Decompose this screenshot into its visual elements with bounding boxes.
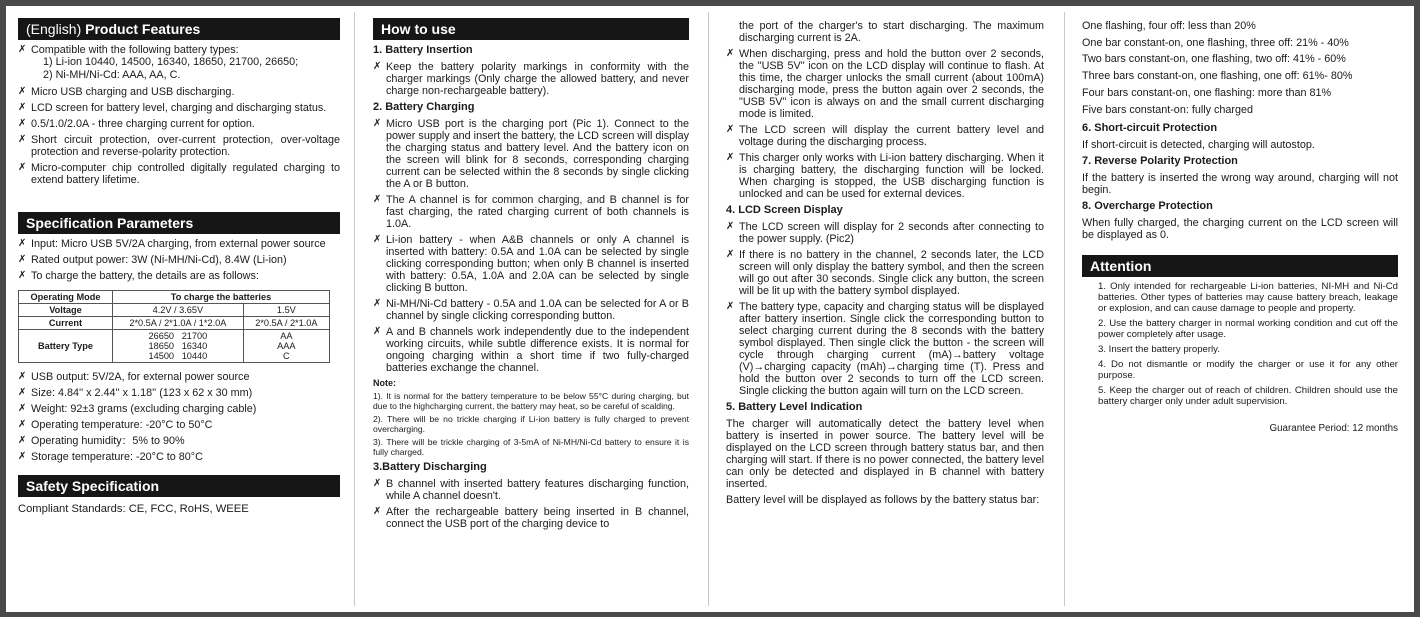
bullet-mark-icon: ✗: [18, 254, 27, 265]
section-title: 3.Battery Discharging: [373, 461, 487, 473]
instruction-item: ✗ B channel with inserted battery features discharging function, while A channel doesn't.: [373, 478, 689, 502]
column-2: [373, 18, 689, 606]
column-divider: [708, 12, 709, 606]
bullet-mark-icon: ✗: [18, 238, 27, 249]
bullet-mark-icon: ✗: [18, 371, 27, 382]
bullet-mark-icon: ✗: [726, 152, 735, 163]
bullet-mark-icon: ✗: [726, 249, 735, 260]
bullet-mark-icon: ✗: [726, 221, 735, 232]
spec-item: ✗ Size: 4.84'' x 2.44'' x 1.18'' (123 x 62 x 30 mm): [18, 387, 253, 399]
bullet-mark-icon: ✗: [18, 419, 27, 430]
bullet-mark-icon: ✗: [18, 118, 27, 129]
section-title: 5. Battery Level Indication: [726, 401, 863, 413]
table-cell: 2*0.5A / 2*1.0A / 1*2.0A: [113, 317, 244, 330]
bullet-mark-icon: ✗: [373, 194, 382, 205]
paragraph: If short-circuit is detected, charging will autostop.: [1082, 139, 1315, 152]
bullet-mark-icon: ✗: [18, 162, 27, 173]
charging-spec-table: [18, 290, 330, 363]
feature-item: ✗ Short circuit protection, over-current protection, over-voltage protection and reverse-polarity protection.: [18, 134, 340, 158]
spec-item: ✗ Operating humidity：5% to 90%: [18, 435, 185, 447]
feature-item: ✗ Micro-computer chip controlled digitally regulated charging to extend battery lifetime.: [18, 162, 340, 186]
battery-level-list: [1082, 18, 1398, 118]
instruction-item: ✗ Li-ion battery - when A&B channels or only A channel is inserted with battery: 0.5A and 1.0A can be selected by single clicking corresponding button; when only B channel is inserted with battery: 0.5A, 1.0A and 2.0A can be selected by single clicking B button.: [373, 234, 689, 294]
note-item: 1). It is normal for the battery temperature to be below 55°C during charging, but due to the highcharging current, the battery may heat, so be careful of scalding.: [373, 391, 689, 411]
spec-item: ✗ Rated output power: 3W (Ni-MH/Ni-Cd), 8.4W (Li-ion): [18, 254, 287, 266]
spec-item: ✗ Weight: 92±3 grams (excluding charging cable): [18, 403, 257, 415]
bullet-mark-icon: ✗: [18, 86, 27, 97]
bullet-mark-icon: ✗: [726, 124, 735, 135]
bullet-mark-icon: ✗: [18, 403, 27, 414]
list-item: Five bars constant-on: fully charged: [1082, 103, 1254, 116]
safety-text: Compliant Standards: CE, FCC, RoHS, WEEE: [18, 503, 249, 515]
section-title: 4. LCD Screen Display: [726, 204, 843, 216]
bullet-mark-icon: ✗: [18, 102, 27, 113]
column-divider: [354, 12, 355, 606]
spec-item: ✗ To charge the battery, the details are as follows:: [18, 270, 259, 282]
spec-item: ✗ Input: Micro USB 5V/2A charging, from external power source: [18, 238, 326, 250]
column-4: [1082, 18, 1398, 606]
attention-item: 1. Only intended for rechargeable Li-ion batteries, NI-MH and Ni-Cd batteries. Other types of batteries may cause battery breach, leakage or explosion, and can cause damage to people and property.: [1098, 281, 1398, 315]
guarantee-period: Guarantee Period: 12 months: [1269, 423, 1398, 435]
list-item: Two bars constant-on, one flashing, two off: 41% - 60%: [1082, 53, 1346, 66]
instruction-item: ✗ The A channel is for common charging, and B channel is for fast charging, the rated charging current of both channels is 1.0A.: [373, 194, 689, 230]
product-features-heading: (English) Product Features: [18, 18, 340, 40]
feature-item: ✗ 0.5/1.0/2.0A - three charging current for option.: [18, 118, 255, 130]
spec-item: ✗ Operating temperature: -20°C to 50°C: [18, 419, 213, 431]
how-to-use-heading: How to use: [373, 18, 689, 40]
column-3: [726, 20, 1044, 606]
note-item: 2). There will be no trickle charging if Li-ion battery is fully charged to prevent overcharging.: [373, 414, 689, 434]
bullet-mark-icon: ✗: [373, 506, 382, 517]
column-divider: [1064, 12, 1065, 606]
instruction-item: ✗ This charger only works with Li-ion battery discharging. When it is charging battery, the discharging function will be locked. When charging is stopped, the USB discharging function is unlocked and can be used for external devices.: [726, 152, 1044, 200]
instruction-item: ✗ When discharging, press and hold the button over 2 seconds, the "USB 5V" icon on the LCD display will continue to flash. At this time, the charger unlocks the small current (about 100mA) discharging mode, press the button again over 2 seconds, the "USB 5V" icon is always on and the small current discharging mode is limited.: [726, 48, 1044, 120]
attention-item: 3. Insert the battery properly.: [1098, 344, 1220, 356]
bullet-mark-icon: ✗: [373, 478, 382, 489]
attention-item: 2. Use the battery charger in normal working condition and cut off the power completely after usage.: [1098, 318, 1398, 341]
section-title: 8. Overcharge Protection: [1082, 200, 1213, 213]
specification-heading: Specification Parameters: [18, 212, 340, 234]
bullet-mark-icon: ✗: [18, 451, 27, 462]
bullet-mark-icon: ✗: [373, 298, 382, 309]
bullet-mark-icon: ✗: [726, 301, 735, 312]
instruction-item: ✗ The battery type, capacity and charging status will be displayed after battery insertion. Single click the corresponding button to select charging current during the 8 seconds with the battery symbol displayed. Then single click the button - the screen will cycle through charging current (mA)→battery voltage (V)→charging capacity (mAh)→charging time (T). Press and hold the button over 2 seconds to turn off the LCD screen. Single clicking the button again will turn on the LCD screen.: [726, 301, 1044, 397]
instruction-item: ✗ The LCD screen will display the current battery level and voltage during the discharging process.: [726, 124, 1044, 148]
row-label: Battery Type: [19, 330, 113, 363]
bullet-mark-icon: ✗: [373, 326, 382, 337]
paragraph: Battery level will be displayed as follows by the battery status bar:: [726, 494, 1040, 506]
section-title: 7. Reverse Polarity Protection: [1082, 155, 1238, 168]
table-cell: 1.5V: [243, 304, 329, 317]
bullet-mark-icon: ✗: [18, 435, 27, 446]
column-1: [18, 18, 340, 606]
row-label: Voltage: [19, 304, 113, 317]
attention-item: 5. Keep the charger out of reach of children. Children should use the battery charger only under adult supervision.: [1098, 385, 1398, 408]
table-cell: 2*0.5A / 2*1.0A: [243, 317, 329, 330]
section-title: 2. Battery Charging: [373, 101, 475, 113]
note-title: Note:: [373, 378, 396, 388]
list-item: One flashing, four off: less than 20%: [1082, 20, 1256, 32]
bullet-mark-icon: ✗: [18, 270, 27, 281]
table-cell: AA AAA C: [243, 330, 329, 363]
attention-item: 4. Do not dismantle or modify the charger or use it for any other purpose.: [1098, 359, 1398, 382]
paragraph: If the battery is inserted the wrong way around, charging will not begin.: [1082, 172, 1398, 197]
table-cell: 26650 21700 18650 16340 14500 10440: [113, 330, 244, 363]
compat-line: 2) Ni-MH/Ni-Cd: AAA, AA, C.: [43, 69, 181, 81]
list-item: Three bars constant-on, one flashing, one off: 61%- 80%: [1082, 70, 1353, 83]
list-item: Four bars constant-on, one flashing: more than 81%: [1082, 86, 1332, 99]
compat-line: 1) Li-ion 10440, 14500, 16340, 18650, 21700, 26650;: [43, 56, 299, 68]
bullet-mark-icon: ✗: [18, 44, 27, 55]
section-title: 1. Battery Insertion: [373, 44, 473, 56]
table-header: Operating Mode: [19, 291, 113, 304]
instruction-item: ✗ Ni-MH/Ni-Cd battery - 0.5A and 1.0A can be selected for A or B channel by single clicking corresponding button.: [373, 298, 689, 322]
instruction-item: ✗ After the rechargeable battery being inserted in B channel, connect the USB port of the charging device to: [373, 506, 689, 530]
continued-text: the port of the charger's to start discharging. The maximum discharging current is 2A.: [739, 20, 1044, 44]
instruction-item: ✗ The LCD screen will display for 2 seconds after connecting to the power supply. (Pic2): [726, 221, 1044, 245]
spec-item: ✗ Storage temperature: -20°C to 80°C: [18, 451, 203, 463]
feature-item: ✗ Compatible with the following battery types:: [18, 44, 239, 56]
paragraph: The charger will automatically detect the battery level when battery is inserted in power source. The battery level will be displayed on the LCD screen through battery status bar, and then charging will start. If there is no power connected, the battery level can only be detected and displayed in B channel with battery inserted.: [726, 418, 1044, 490]
bullet-mark-icon: ✗: [726, 48, 735, 59]
bullet-mark-icon: ✗: [18, 387, 27, 398]
feature-item: ✗ Micro USB charging and USB discharging.: [18, 86, 235, 98]
table-cell: 4.2V / 3.65V: [113, 304, 244, 317]
table-header: To charge the batteries: [113, 291, 330, 304]
instruction-item: ✗ If there is no battery in the channel, 2 seconds later, the LCD screen will only display the battery symbol, and then the screen will go out after 30 seconds. Single click any button, the screen will be lit up with the battery symbol displayed.: [726, 249, 1044, 297]
feature-item: ✗ LCD screen for battery level, charging and discharging status.: [18, 102, 327, 114]
instruction-item: ✗ Keep the battery polarity markings in conformity with the charger markings (Only charge the allowed battery, and never charge non-rechargeable battery).: [373, 61, 689, 97]
instruction-item: ✗ Micro USB port is the charging port (Pic 1). Connect to the power supply and insert the battery, the LCD screen will display the charging status and battery level. And the battery icon on the screen will blink for 8 seconds, corresponding charging current can be selected within the 8 seconds by single clicking the A or B button.: [373, 118, 689, 190]
bullet-mark-icon: ✗: [373, 234, 382, 245]
row-label: Current: [19, 317, 113, 330]
safety-heading: Safety Specification: [18, 475, 340, 497]
note-item: 3). There will be trickle charging of 3-5mA of Ni-MH/Ni-Cd battery to ensure it is fully charged.: [373, 437, 689, 457]
paragraph: When fully charged, the charging current on the LCD screen will be displayed as 0.: [1082, 217, 1398, 242]
bullet-mark-icon: ✗: [18, 134, 27, 145]
list-item: One bar constant-on, one flashing, three off: 21% - 40%: [1082, 36, 1349, 49]
section-title: 6. Short-circuit Protection: [1082, 122, 1218, 135]
bullet-mark-icon: ✗: [373, 61, 382, 72]
bullet-mark-icon: ✗: [373, 118, 382, 129]
instruction-item: ✗ A and B channels work independently due to the independent working circuits, while subtle difference exists. It is normal for ongoing charging within a short time if two fully-charged batteries exchange the channel.: [373, 326, 689, 374]
manual-sheet: [6, 6, 1414, 612]
attention-heading: Attention: [1082, 255, 1398, 277]
spec-item: ✗ USB output: 5V/2A, for external power source: [18, 371, 250, 383]
